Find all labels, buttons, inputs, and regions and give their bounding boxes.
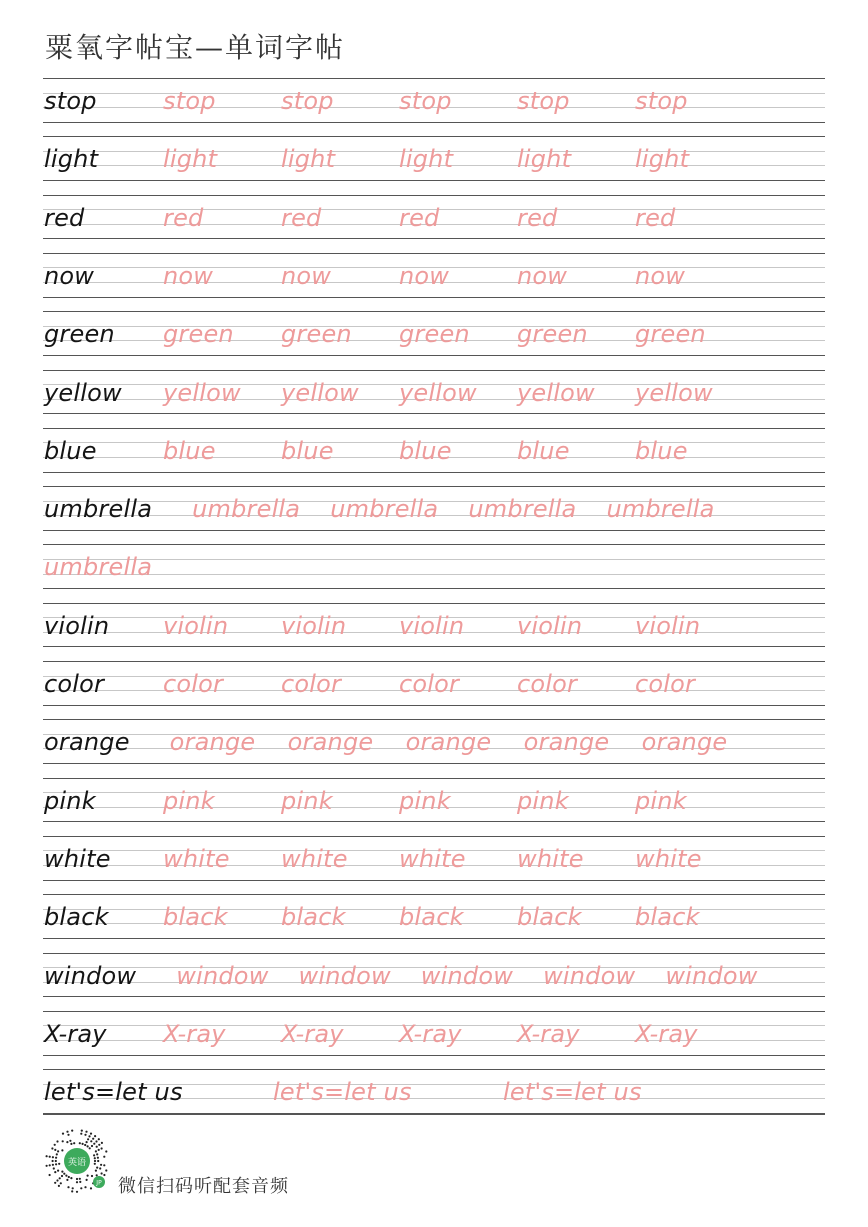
trace-word: color [635,670,696,698]
model-word: stop [44,87,97,115]
qr-dot [71,1190,73,1192]
model-word: window [44,961,137,990]
trace-word: white [163,844,230,873]
trace-word: orange [523,728,610,757]
trace-word: now [163,261,214,290]
qr-dot [80,1133,82,1135]
qr-dot [70,1177,72,1179]
qr-dot [93,1143,95,1145]
qr-dot [84,1144,86,1146]
trace-word: light [635,145,690,174]
qr-dot [87,1175,89,1177]
trace-word: pink [281,786,333,815]
qr-dot [79,1181,81,1183]
practice-row [43,894,825,952]
model-word: white [44,844,111,873]
qr-dot [76,1178,78,1180]
model-word: violin [44,611,110,640]
practice-row [43,953,825,1011]
qr-dot [49,1164,51,1166]
qr-dot [101,1147,103,1149]
trace-word: green [517,320,588,349]
qr-dot [52,1160,54,1162]
trace-word: orange [287,728,374,757]
trace-word: now [399,261,450,290]
guide-line [43,821,825,822]
qr-dot [98,1138,100,1140]
trace-word: green [163,320,234,349]
qr-dot [76,1191,78,1193]
trace-word: let's=let us [503,1078,642,1107]
page-title: 粟氧字帖宝—单词字帖 [45,31,346,64]
trace-word: violin [281,611,347,640]
practice-row [43,778,825,836]
practice-row [43,719,825,777]
trace-word: pink [635,786,687,815]
qr-dot [70,1143,72,1145]
qr-dot [60,1182,62,1184]
guide-line [43,646,825,647]
trace-word: white [635,844,702,873]
qr-dot [86,1179,88,1181]
practice-row [43,661,825,719]
trace-word: yellow [517,378,595,407]
qr-dot [94,1160,96,1162]
qr-dot [58,1185,60,1187]
guide-line [43,836,825,837]
trace-word: black [399,903,464,932]
qr-dot [84,1134,86,1136]
guide-line [43,1069,825,1070]
trace-word: color [163,670,224,698]
qr-dot [68,1176,70,1178]
trace-word: now [635,261,686,290]
qr-dot [103,1164,105,1166]
qr-dot [65,1175,67,1177]
qr-dot [105,1169,107,1171]
trace-word: window [176,961,269,990]
trace-word: blue [281,436,334,465]
qr-dot [90,1187,92,1189]
trace-word: now [281,261,332,290]
qr-dot [56,1179,58,1181]
bottom-rule [43,1114,825,1115]
trace-word: blue [517,436,570,465]
qr-dot [95,1150,97,1152]
qr-dot [79,1178,81,1180]
guide-line [43,1011,825,1012]
trace-word: X-ray [281,1019,344,1048]
qr-dot [90,1140,92,1142]
qr-dot [85,1131,87,1133]
trace-word: black [635,903,700,932]
practice-row [43,195,825,253]
guide-line [43,195,825,196]
qr-dot [79,1142,81,1144]
qr-dot [59,1177,61,1179]
qr-dot [57,1150,59,1152]
qr-dot [82,1143,84,1145]
qr-dot [97,1157,99,1159]
guide-line [43,544,825,545]
qr-dot [49,1156,51,1158]
qr-code [42,1126,112,1196]
guide-line [43,136,825,137]
guide-line [43,661,825,662]
trace-word: stop [635,87,688,115]
qr-dot [53,1167,55,1169]
qr-dot [84,1186,86,1188]
guide-line [43,238,825,239]
trace-word: stop [517,87,570,115]
guide-line [43,588,825,589]
model-word: orange [44,728,130,757]
qr-dot [86,1141,88,1143]
qr-dot [98,1144,100,1146]
model-word: red [44,203,85,232]
qr-dot [98,1149,100,1151]
qr-dot [100,1164,102,1166]
trace-word: stop [281,87,334,115]
trace-word: stop [163,87,216,115]
trace-word: let's=let us [273,1078,412,1107]
qr-dot [54,1171,56,1173]
guide-line [43,953,825,954]
trace-word: umbrella [468,495,577,524]
guide-line [43,413,825,414]
trace-word: white [517,844,584,873]
trace-word: umbrella [192,495,301,524]
qr-dot [46,1165,48,1167]
trace-word: red [163,203,204,232]
trace-word: light [163,145,218,174]
trace-word: window [420,961,514,990]
practice-row [43,253,825,311]
practice-row [43,544,825,602]
qr-dot [101,1172,103,1174]
qr-dot [67,1186,69,1188]
model-word: pink [44,786,96,815]
guide-line [43,938,825,939]
qr-dot [46,1155,48,1157]
trace-word: red [635,203,676,232]
qr-dot [71,1130,73,1132]
qr-dot [91,1145,93,1147]
badge-text: 英语 [67,1158,87,1168]
trace-word: umbrella [606,495,715,524]
guide-line [43,778,825,779]
guide-line [43,122,825,123]
qr-dot [66,1131,68,1133]
trace-word: red [281,203,322,232]
qr-dot [93,1154,95,1156]
guide-line [43,603,825,604]
qr-dot [62,1133,64,1135]
model-word: yellow [44,378,122,407]
qr-dot [96,1153,98,1155]
qr-dot [58,1163,60,1165]
guide-line [43,486,825,487]
trace-word: umbrella [330,495,439,524]
qr-dot [97,1160,99,1162]
qr-dot [66,1141,68,1143]
trace-word: X-ray [163,1019,226,1048]
trace-word: blue [163,436,216,465]
trace-word: blue [635,436,688,465]
qr-dot [95,1140,97,1142]
qr-dot [89,1147,91,1149]
qr-dot [49,1174,51,1176]
trace-word: stop [399,87,452,115]
model-word: now [44,261,95,290]
badge-sub-text: JP [96,1179,102,1187]
guide-line [43,880,825,881]
practice-row [43,1069,825,1127]
qr-dot [56,1140,58,1142]
trace-word: window [298,961,391,990]
model-word: color [44,670,105,698]
trace-word: orange [405,728,492,757]
trace-word: light [517,145,572,174]
trace-word: color [399,670,460,698]
guide-line [43,763,825,764]
model-word: let's=let us [44,1078,183,1107]
qr-dot [80,1187,82,1189]
trace-word: green [281,320,352,349]
qr-dot [54,1182,56,1184]
qr-dot [63,1173,65,1175]
trace-word: green [635,320,706,349]
guide-line [43,297,825,298]
qr-dot [96,1167,98,1169]
trace-word: violin [635,611,701,640]
guide-line [43,428,825,429]
trace-word: white [281,844,348,873]
trace-word: violin [399,611,465,640]
trace-word: yellow [399,378,477,407]
qr-dot [94,1135,96,1137]
qr-dot [66,1179,68,1181]
qr-dot [55,1157,57,1159]
trace-word: green [399,320,470,349]
qr-dot [99,1167,101,1169]
qr-dot [67,1134,69,1136]
trace-word: orange [169,728,256,757]
model-word: light [44,145,99,174]
model-word: blue [44,436,97,465]
qr-dot [72,1187,74,1189]
trace-word: umbrella [44,553,153,582]
qr-dot [57,1170,59,1172]
qr-dot [56,1153,58,1155]
qr-dot [62,1140,64,1142]
qr-dot [61,1149,63,1151]
qr-dot [90,1133,92,1135]
trace-word: yellow [163,378,241,407]
qr-dot [103,1156,105,1158]
model-word: umbrella [44,495,153,524]
trace-word: X-ray [517,1019,580,1048]
qr-dot [61,1171,63,1173]
guide-line [43,530,825,531]
qr-dot [88,1135,90,1137]
qr-dot [69,1140,71,1142]
trace-word: X-ray [635,1019,698,1048]
qr-dot [87,1145,89,1147]
trace-word: red [399,203,440,232]
practice-row [43,603,825,661]
trace-word: light [399,145,454,174]
qr-dot [87,1138,89,1140]
trace-word: orange [641,728,728,757]
trace-word: violin [163,611,229,640]
trace-word: pink [517,786,569,815]
qr-dot [76,1181,78,1183]
qr-dot [54,1149,56,1151]
practice-row [43,836,825,894]
trace-word: window [665,961,758,990]
qr-dot [81,1130,83,1132]
trace-word: yellow [635,378,713,407]
trace-word: violin [517,611,583,640]
qr-dot [96,1174,98,1176]
guide-line [43,574,825,575]
qr-dot [103,1174,105,1176]
guide-line [43,355,825,356]
practice-row [43,78,825,136]
trace-word: black [281,903,346,932]
qr-dot [54,1144,56,1146]
guide-line [43,705,825,706]
guide-line [43,996,825,997]
qr-dot [92,1138,94,1140]
trace-word: pink [163,786,215,815]
guide-line [43,472,825,473]
trace-word: blue [399,436,452,465]
qr-dot [96,1146,98,1148]
guide-line [43,180,825,181]
practice-row [43,486,825,544]
trace-word: color [281,670,342,698]
qr-dot [51,1147,53,1149]
qr-dot [94,1157,96,1159]
guide-line [43,370,825,371]
model-word: X-ray [44,1019,107,1048]
practice-row [43,1011,825,1069]
trace-word: now [517,261,568,290]
qr-dot [95,1170,97,1172]
qr-dot [61,1175,63,1177]
trace-word: light [281,145,336,174]
guide-line [43,894,825,895]
guide-line [43,559,825,560]
qr-dot [52,1156,54,1158]
trace-word: red [517,203,558,232]
guide-line [43,253,825,254]
trace-word: X-ray [399,1019,462,1048]
trace-word: white [399,844,466,873]
practice-row [43,428,825,486]
qr-dot [101,1142,103,1144]
qr-dot [94,1163,96,1165]
qr-dot [55,1160,57,1162]
practice-row [43,311,825,369]
trace-word: window [543,961,636,990]
qr-dot [73,1142,75,1144]
practice-row [43,136,825,194]
guide-line [43,719,825,720]
qr-dot [105,1150,107,1152]
guide-line [43,311,825,312]
trace-word: color [517,670,578,698]
qr-dot [55,1163,57,1165]
trace-word: yellow [281,378,359,407]
trace-word: pink [399,786,451,815]
guide-line [43,78,825,79]
footer-scan-text: 微信扫码听配套音频 [118,1176,289,1197]
trace-word: black [517,903,582,932]
qr-dot [52,1164,54,1166]
practice-row [43,370,825,428]
guide-line [43,1055,825,1056]
model-word: black [44,903,109,932]
trace-word: black [163,903,228,932]
model-word: green [44,320,115,349]
qr-dot [91,1175,93,1177]
